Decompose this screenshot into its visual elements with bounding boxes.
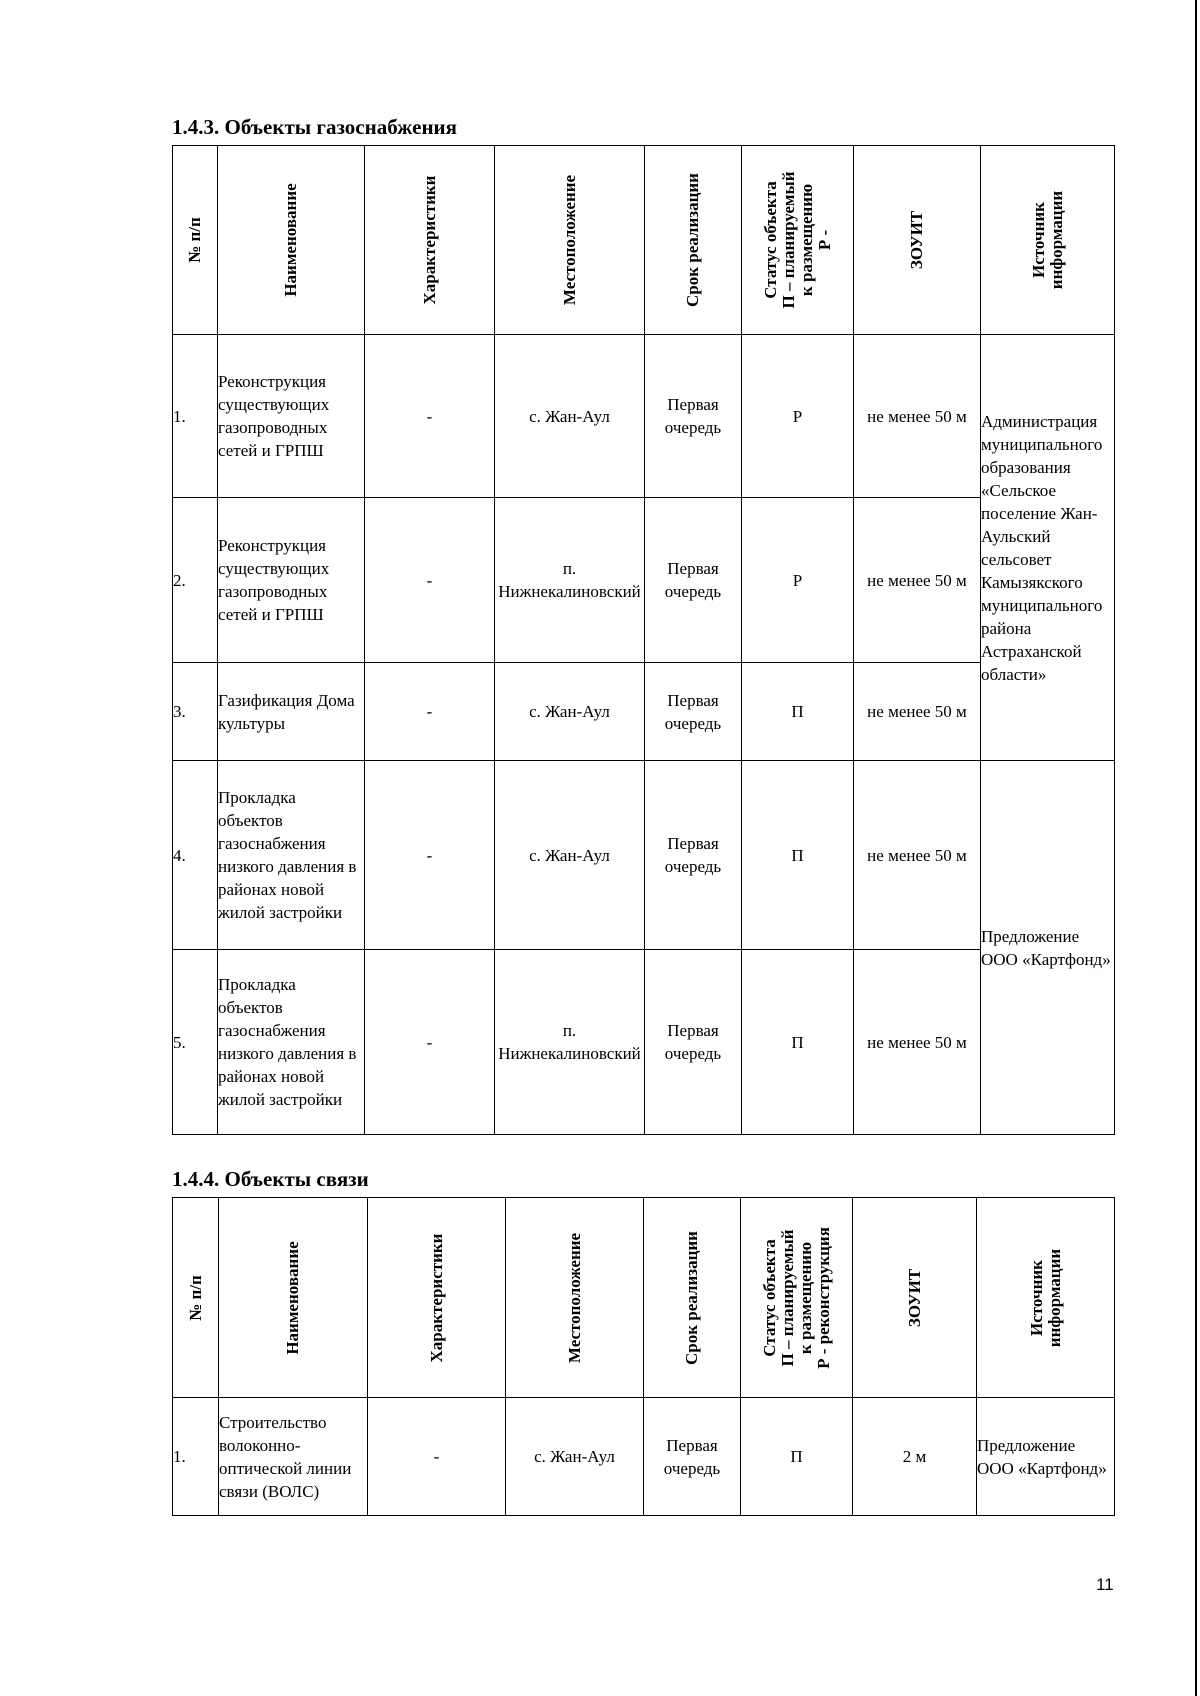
communications-table bbox=[172, 1197, 1115, 1516]
table-header-row bbox=[173, 146, 1115, 335]
row-location: с. Жан-Аул bbox=[495, 663, 645, 761]
row-term: Первая очередь bbox=[645, 335, 742, 498]
row-location: п. Нижнекалиновский bbox=[495, 498, 645, 663]
header-source: Источник информации bbox=[977, 1198, 1115, 1398]
row-term: Первая очередь bbox=[644, 1398, 741, 1516]
row-term: Первая очередь bbox=[645, 950, 742, 1135]
row-num: 1. bbox=[173, 335, 218, 498]
header-status: Статус объекта П – планируемый к размещению Р - реконструкция bbox=[741, 1198, 853, 1398]
section-title-communications: 1.4.4. Объекты связи bbox=[172, 1167, 369, 1191]
row-name: Прокладка объектов газоснабжения низкого давления в районах новой жилой застройки bbox=[218, 950, 365, 1135]
row-location: с. Жан-Аул bbox=[495, 335, 645, 498]
row-name: Реконструкция существующих газопроводных сетей и ГРПШ bbox=[218, 335, 365, 498]
row-source-kartfond: Предложение ООО «Картфонд» bbox=[981, 761, 1115, 1135]
header-characteristics: Характеристики bbox=[365, 146, 495, 335]
section-title-gas-supply: 1.4.3. Объекты газоснабжения bbox=[172, 115, 458, 139]
row-num: 5. bbox=[173, 950, 218, 1135]
row-zouit: не менее 50 м bbox=[854, 761, 981, 950]
header-characteristics: Характеристики bbox=[368, 1198, 506, 1398]
table-row bbox=[173, 335, 1115, 498]
header-zouit: ЗОУИТ bbox=[853, 1198, 977, 1398]
row-num: 3. bbox=[173, 663, 218, 761]
row-term: Первая очередь bbox=[645, 663, 742, 761]
row-location: с. Жан-Аул bbox=[495, 761, 645, 950]
gas-supply-table bbox=[172, 145, 1115, 1135]
row-characteristics: - bbox=[368, 1398, 506, 1516]
header-term: Срок реализации bbox=[644, 1198, 741, 1398]
header-status: Статус объекта П – планируемый к размещению Р - bbox=[742, 146, 854, 335]
row-term: Первая очередь bbox=[645, 498, 742, 663]
row-name: Газификация Дома культуры bbox=[218, 663, 365, 761]
header-num: № п/п bbox=[173, 1198, 219, 1398]
row-num: 1. bbox=[173, 1398, 219, 1516]
row-location: с. Жан-Аул bbox=[506, 1398, 644, 1516]
table-row bbox=[173, 1398, 1115, 1516]
row-characteristics: - bbox=[365, 335, 495, 498]
page-edge-line bbox=[1195, 0, 1197, 1696]
row-term: Первая очередь bbox=[645, 761, 742, 950]
row-status: Р bbox=[742, 335, 854, 498]
row-zouit: не менее 50 м bbox=[854, 498, 981, 663]
row-status: П bbox=[741, 1398, 853, 1516]
header-location: Местоположение bbox=[495, 146, 645, 335]
table-row bbox=[173, 663, 1115, 761]
row-status: П bbox=[742, 950, 854, 1135]
row-characteristics: - bbox=[365, 950, 495, 1135]
row-zouit: не менее 50 м bbox=[854, 335, 981, 498]
row-status: Р bbox=[742, 498, 854, 663]
header-num: № п/п bbox=[173, 146, 218, 335]
row-source: Предложение ООО «Картфонд» bbox=[977, 1398, 1115, 1516]
row-name: Прокладка объектов газоснабжения низкого давления в районах новой жилой застройки bbox=[218, 761, 365, 950]
row-characteristics: - bbox=[365, 663, 495, 761]
row-source-administration: Администрация муниципального образования «Сельское поселение Жан-Аульский сельсовет Камызякского муниципального района Астраханской области» bbox=[981, 335, 1115, 761]
row-status: П bbox=[742, 663, 854, 761]
page-number: 11 bbox=[1096, 1575, 1114, 1594]
row-zouit: 2 м bbox=[853, 1398, 977, 1516]
row-name: Строительство волоконно-оптической линии связи (ВОЛС) bbox=[219, 1398, 368, 1516]
row-characteristics: - bbox=[365, 761, 495, 950]
row-characteristics: - bbox=[365, 498, 495, 663]
row-num: 2. bbox=[173, 498, 218, 663]
header-source: Источник информации bbox=[981, 146, 1115, 335]
row-num: 4. bbox=[173, 761, 218, 950]
header-location: Местоположение bbox=[506, 1198, 644, 1398]
row-name: Реконструкция существующих газопроводных сетей и ГРПШ bbox=[218, 498, 365, 663]
table-row bbox=[173, 498, 1115, 663]
table-row bbox=[173, 950, 1115, 1135]
row-zouit: не менее 50 м bbox=[854, 950, 981, 1135]
table-header-row bbox=[173, 1198, 1115, 1398]
row-location: п. Нижнекалиновский bbox=[495, 950, 645, 1135]
row-status: П bbox=[742, 761, 854, 950]
header-name: Наименование bbox=[218, 146, 365, 335]
header-zouit: ЗОУИТ bbox=[854, 146, 981, 335]
row-zouit: не менее 50 м bbox=[854, 663, 981, 761]
header-term: Срок реализации bbox=[645, 146, 742, 335]
header-name: Наименование bbox=[219, 1198, 368, 1398]
table-row bbox=[173, 761, 1115, 950]
